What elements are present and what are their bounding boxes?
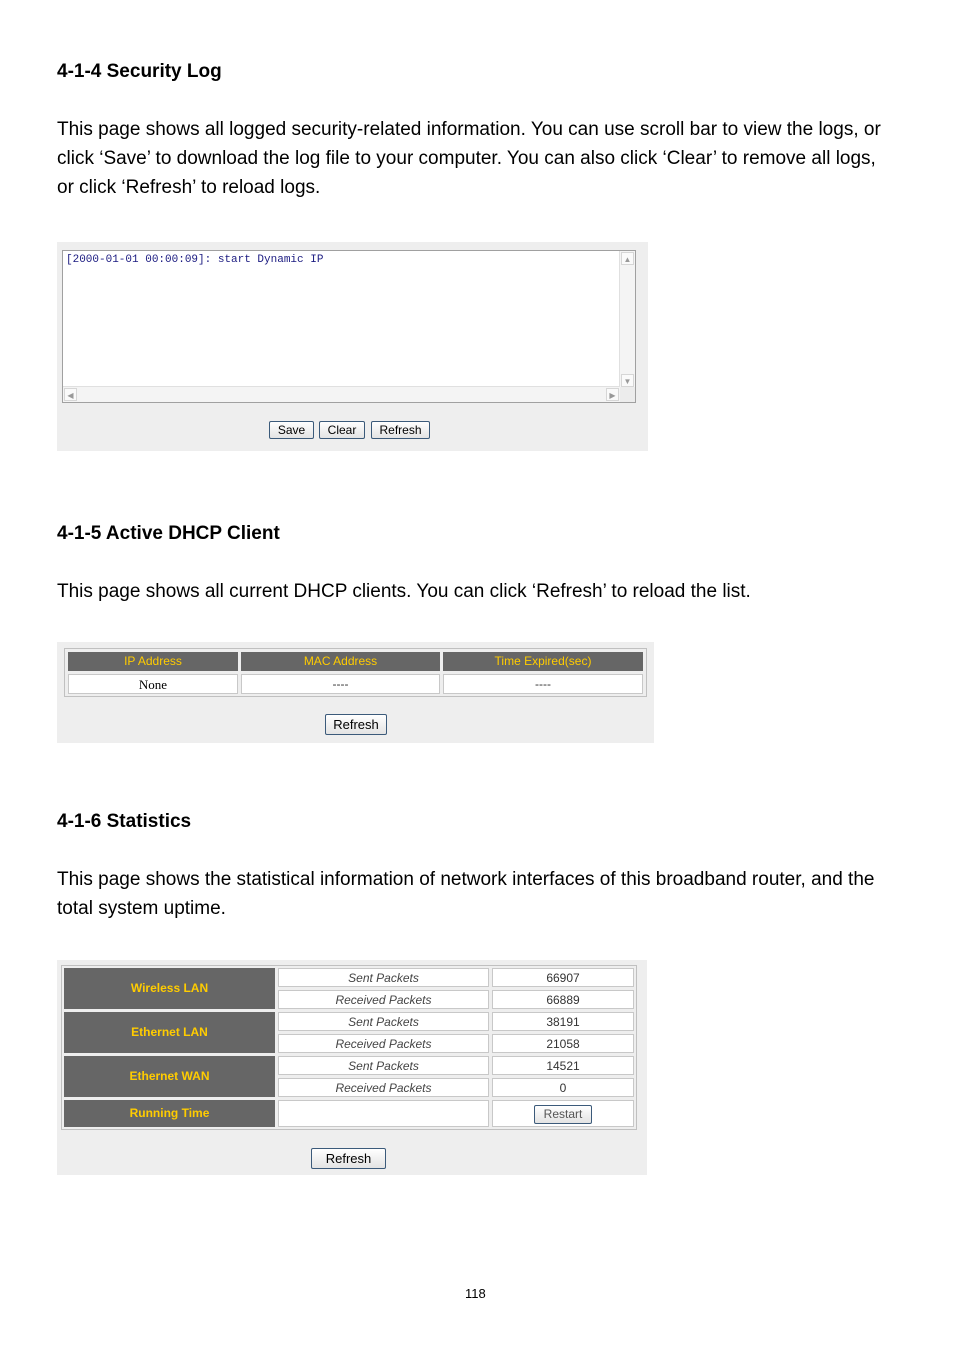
scrollbar-corner [620, 387, 635, 402]
security-log-heading: 4-1-4 Security Log [57, 61, 222, 82]
running-time-value [278, 1100, 489, 1127]
dhcp-heading: 4-1-5 Active DHCP Client [57, 523, 280, 544]
lan-recv-value: 21058 [492, 1034, 634, 1053]
wireless-sent-value: 66907 [492, 968, 634, 987]
clear-button[interactable]: Clear [319, 421, 365, 439]
ethernet-wan-label: Ethernet WAN [64, 1056, 275, 1097]
col-ip-address: IP Address [68, 652, 238, 671]
security-log-paragraph: This page shows all logged security-related information. You can use scroll bar to view the logs, or click ‘Save’ to download the log file to your computer. You can also click ‘Clear’ to remove all logs, or click ‘Refresh’ to reload logs. [57, 119, 881, 198]
wireless-recv-label: Received Packets [278, 990, 489, 1009]
wireless-lan-label: Wireless LAN [64, 968, 275, 1009]
wireless-sent-label: Sent Packets [278, 968, 489, 987]
dhcp-refresh-button[interactable]: Refresh [325, 714, 387, 735]
lan-recv-label: Received Packets [278, 1034, 489, 1053]
statistics-paragraph: This page shows the statistical information of network interfaces of this broadband router, and the total system uptime. [57, 869, 875, 919]
scroll-right-icon[interactable]: ▶ [606, 388, 619, 401]
wan-recv-value: 0 [492, 1078, 634, 1097]
running-time-label: Running Time [64, 1100, 275, 1127]
statistics-heading: 4-1-6 Statistics [57, 811, 192, 832]
wan-recv-label: Received Packets [278, 1078, 489, 1097]
log-refresh-button[interactable]: Refresh [371, 421, 430, 439]
col-mac-address: MAC Address [241, 652, 440, 671]
lan-sent-label: Sent Packets [278, 1012, 489, 1031]
log-text: [2000-01-01 00:00:09]: start Dynamic IP [66, 254, 324, 266]
restart-button[interactable]: Restart [534, 1105, 592, 1124]
table-cell-time: ---- [443, 674, 643, 694]
table-cell-mac: ---- [241, 674, 440, 694]
statistics-refresh-button[interactable]: Refresh [311, 1148, 386, 1169]
scroll-up-icon[interactable]: ▲ [621, 252, 634, 265]
col-time-expired: Time Expired(sec) [443, 652, 643, 671]
log-textarea[interactable] [62, 250, 636, 403]
lan-sent-value: 38191 [492, 1012, 634, 1031]
ethernet-lan-label: Ethernet LAN [64, 1012, 275, 1053]
scroll-down-icon[interactable]: ▼ [621, 374, 634, 387]
page-number: 118 [465, 1286, 486, 1301]
wan-sent-value: 14521 [492, 1056, 634, 1075]
horizontal-scrollbar[interactable] [63, 386, 620, 402]
table-cell-ip: None [68, 674, 238, 694]
save-button[interactable]: Save [269, 421, 314, 439]
dhcp-paragraph: This page shows all current DHCP clients. You can click ‘Refresh’ to reload the list. [57, 581, 751, 602]
vertical-scrollbar[interactable] [619, 251, 635, 388]
scroll-left-icon[interactable]: ◀ [64, 388, 77, 401]
wan-sent-label: Sent Packets [278, 1056, 489, 1075]
wireless-recv-value: 66889 [492, 990, 634, 1009]
